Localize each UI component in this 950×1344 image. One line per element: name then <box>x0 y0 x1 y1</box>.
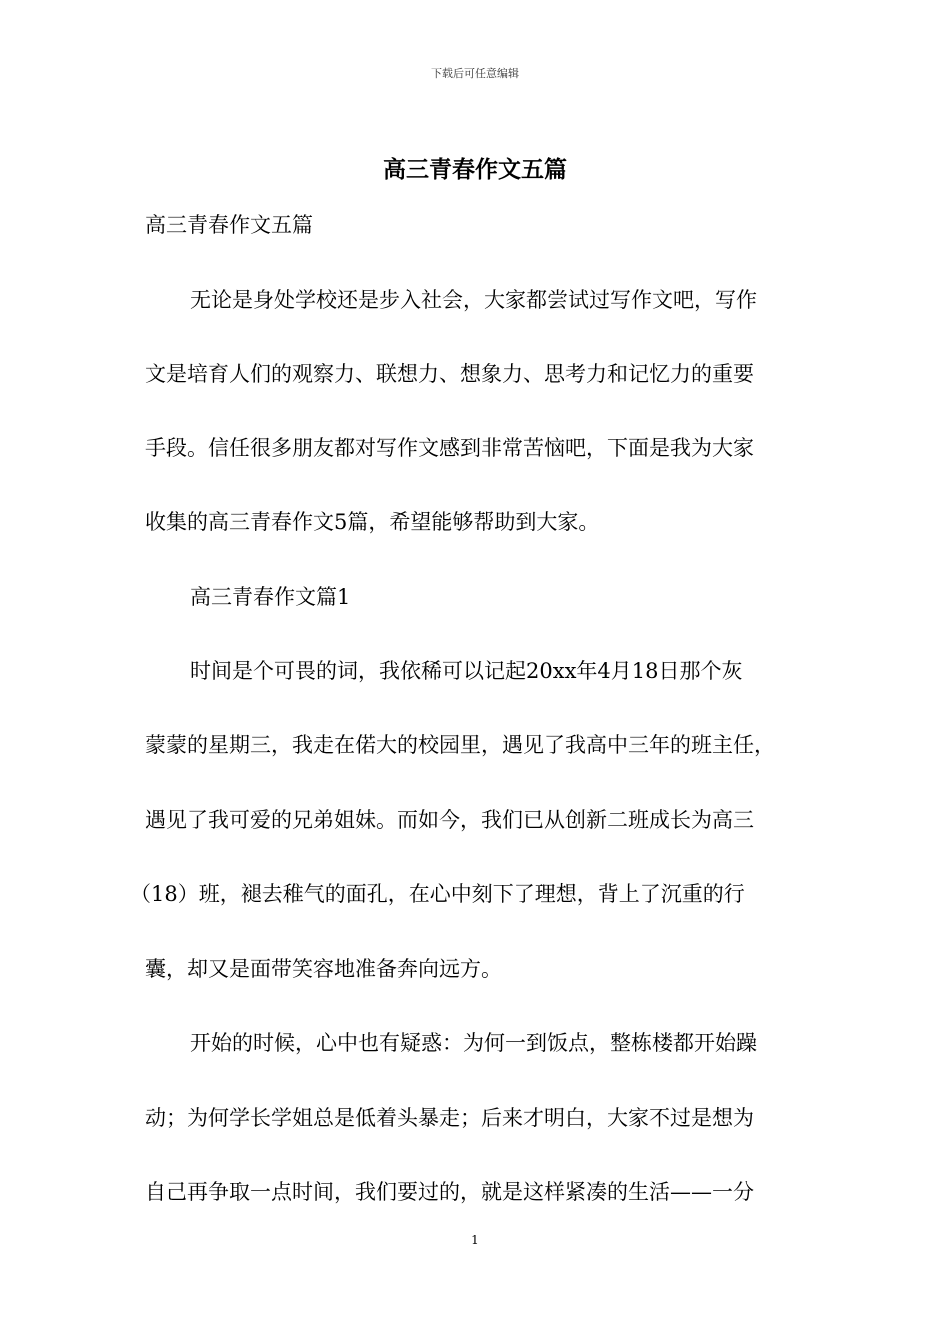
document-title: 高三青春作文五篇 <box>383 156 567 183</box>
paragraph-line: 时间是个可畏的词，我依稀可以记起20xx年4月18日那个灰 <box>190 659 743 683</box>
paragraph-line: 囊，却又是面带笑容地准备奔向远方。 <box>145 957 502 981</box>
page-header-note: 下载后可任意编辑 <box>431 67 519 80</box>
paragraph-line: 手段。信任很多朋友都对写作文感到非常苦恼吧，下面是我为大家 <box>145 436 754 460</box>
subtitle-line: 高三青春作文五篇 <box>145 213 313 237</box>
paragraph-line: 开始的时候，心中也有疑惑：为何一到饭点，整栋楼都开始躁 <box>190 1031 757 1055</box>
paragraph-line: 无论是身处学校还是步入社会，大家都尝试过写作文吧，写作 <box>190 288 757 312</box>
section-heading: 高三青春作文篇1 <box>190 585 351 609</box>
paragraph-line: （18）班，褪去稚气的面孔，在心中刻下了理想，背上了沉重的行 <box>130 882 745 906</box>
paragraph-line: 收集的高三青春作文5篇，希望能够帮助到大家。 <box>145 510 600 534</box>
paragraph-line: 自己再争取一点时间，我们要过的，就是这样紧凑的生活——一分 <box>145 1180 754 1204</box>
paragraph-line: 蒙蒙的星期三，我走在偌大的校园里，遇见了我高中三年的班主任， <box>145 733 775 757</box>
paragraph-line: 遇见了我可爱的兄弟姐妹。而如今，我们已从创新二班成长为高三 <box>145 808 754 832</box>
paragraph-line: 动；为何学长学姐总是低着头暴走；后来才明白，大家不过是想为 <box>145 1106 754 1130</box>
page-number: 1 <box>471 1233 479 1247</box>
paragraph-line: 文是培育人们的观察力、联想力、想象力、思考力和记忆力的重要 <box>145 362 754 386</box>
